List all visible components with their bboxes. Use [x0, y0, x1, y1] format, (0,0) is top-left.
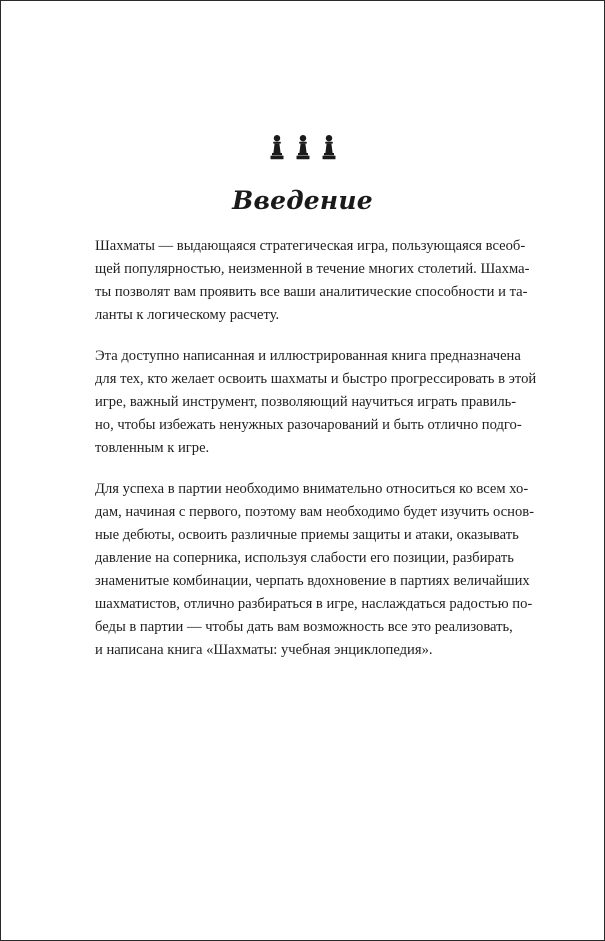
- text-line: ты позволят вам проявить все ваши аналитические способности и та-: [95, 284, 528, 300]
- chess-pawns-ornament: [1, 134, 604, 164]
- paragraph-3: [95, 478, 534, 662]
- pawn-icon: [321, 134, 337, 160]
- paragraph-2: [95, 345, 537, 460]
- text-line: товленным к игре.: [95, 440, 210, 456]
- text-line: знаменитые комбинации, черпать вдохновение в партиях величайших: [95, 573, 530, 589]
- text-line: но, чтобы избежать ненужных разочарований и быть отлично подго-: [95, 417, 522, 433]
- text-line: ланты к логическому расчету.: [95, 307, 280, 323]
- text-line: давление на соперника, используя слабости его позиции, разбирать: [95, 550, 514, 566]
- text-line: ные дебюты, освоить различные приемы защиты и атаки, оказывать: [95, 527, 519, 543]
- chapter-body: [95, 235, 537, 680]
- text-line: Эта доступно написанная и иллюстрированная книга предназначена: [95, 348, 521, 364]
- text-line: игре, важный инструмент, позволяющий научиться играть правиль-: [95, 394, 517, 410]
- text-line: шахматистов, отлично разбираться в игре, наслаждаться радостью по-: [95, 596, 533, 612]
- text-line: для тех, кто желает освоить шахматы и быстро прогрессировать в этой: [95, 371, 537, 387]
- pawn-icon: [269, 134, 285, 160]
- pawn-icon: [295, 134, 311, 160]
- text-line: Для успеха в партии необходимо внимательно относиться ко всем хо-: [95, 481, 529, 497]
- text-line: беды в партии — чтобы дать вам возможность все это реализовать,: [95, 619, 513, 635]
- text-line: и написана книга «Шахматы: учебная энциклопедия».: [95, 642, 433, 658]
- text-line: Шахматы — выдающаяся стратегическая игра, пользующаяся всеоб-: [95, 238, 526, 254]
- paragraph-1: [95, 235, 530, 327]
- text-line: щей популярностью, неизменной в течение многих столетий. Шахма-: [95, 261, 530, 277]
- text-line: дам, начиная с первого, поэтому вам необходимо будет изучить основ-: [95, 504, 534, 520]
- chapter-title: Введение: [232, 186, 373, 215]
